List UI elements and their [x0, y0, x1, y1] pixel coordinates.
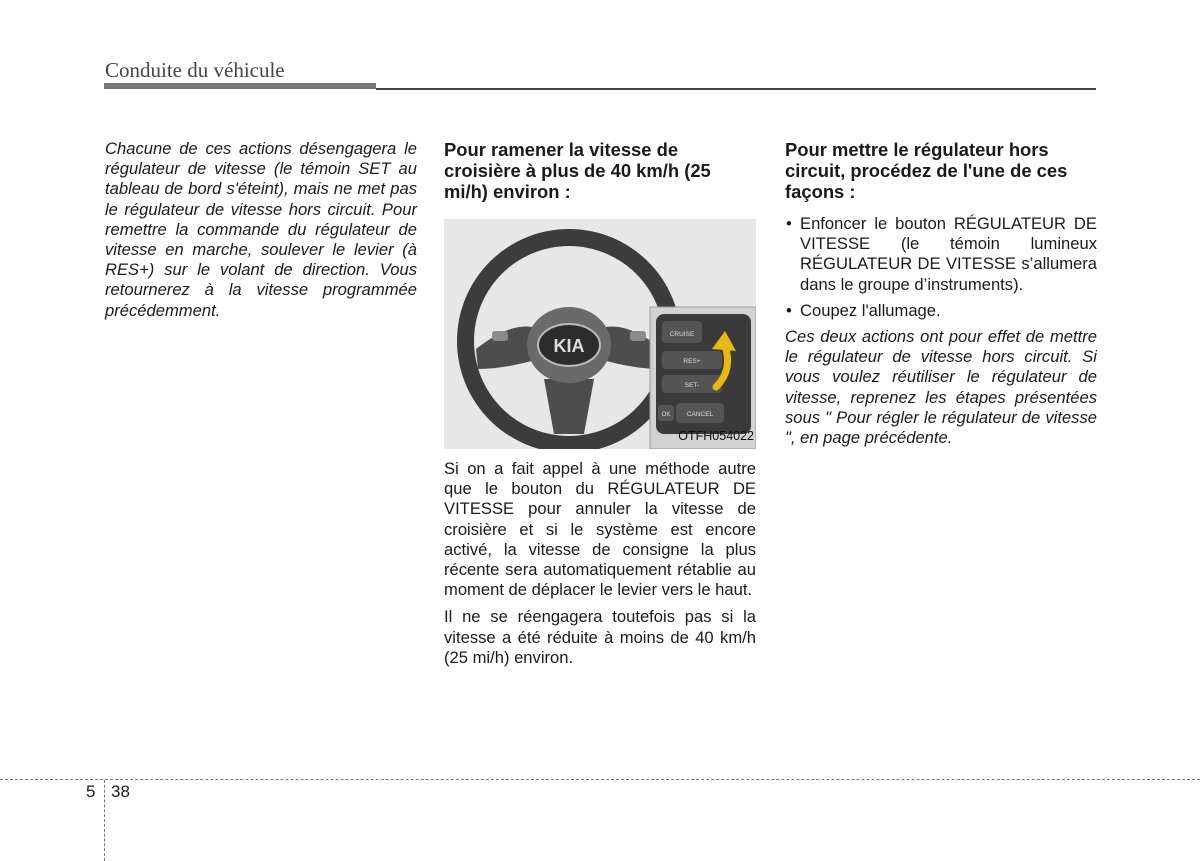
set-button-label: SET- — [684, 382, 700, 389]
list-item-text: Coupez l'allumage. — [800, 300, 941, 320]
section-heading: Pour ramener la vitesse de croisière à plus de 40 km/h (25 mi/h) environ : — [444, 139, 711, 202]
spoke-button-icon — [630, 331, 646, 341]
ok-button-label: OK — [661, 412, 671, 418]
kia-logo-text: KIA — [553, 336, 585, 356]
page-number: 38 — [111, 782, 130, 801]
spoke-button-icon — [492, 331, 508, 341]
bullet-list — [785, 214, 1097, 321]
bullet-icon: • — [786, 300, 792, 320]
cancel-button-label: CANCEL — [686, 411, 714, 418]
footer-divider — [0, 779, 1200, 780]
res-button-label: RES+ — [683, 358, 701, 365]
header-rule-thick — [104, 83, 376, 89]
steering-wheel-figure — [444, 219, 756, 449]
column-right — [785, 139, 1097, 448]
italic-paragraph: Chacune de ces actions désengagera le régulateur de vitesse (le témoin SET au tableau de bord s'éteint), mais ne met pas le régulateur de vitesse hors circuit. Pour remettre la commande du régulateur de vitesse en marche, soulever le levier (à RES+) sur le volant de direction. Vous retournerez à la vitesse programmée précédemment. — [105, 139, 417, 320]
header-rule-thin — [376, 88, 1096, 90]
body-paragraph: Il ne se réengagera toutefois pas si la vitesse a été réduite à moins de 40 km/h (25 mi/h) environ. — [444, 607, 756, 667]
list-item — [785, 214, 1097, 295]
footer-vertical-divider — [104, 780, 105, 861]
italic-note: Ces deux actions ont pour effet de mettre le régulateur de vitesse hors circuit. Si vous voulez réutiliser le régulateur de vitesse, reprenez les étapes présentées sous " Pour régler le régulateur de vitesse ", en page précédente. — [785, 327, 1097, 448]
body-paragraph: Si on a fait appel à une méthode autre que le bouton du RÉGULATEUR DE VITESSE pour annuler la vitesse de croisière et si le système est encore activé, la vitesse de consigne la plus récente sera automatiquement rétablie au moment de déplacer le levier vers le haut. — [444, 459, 756, 600]
cruise-button-label: CRUISE — [669, 331, 695, 338]
bullet-icon: • — [786, 214, 792, 233]
page-header-title: Conduite du véhicule — [105, 58, 285, 82]
figure-code: OTFH054022 — [678, 428, 754, 443]
chapter-number: 5 — [86, 782, 96, 801]
list-item — [785, 301, 1097, 321]
column-left — [105, 139, 417, 321]
section-heading: Pour mettre le régulateur hors circuit, procédez de l'une de ces façons : — [785, 139, 1068, 202]
list-item-text: Enfoncer le bouton RÉGULATEUR DE VITESSE (le témoin lumineux RÉGULATEUR DE VITESSE s’allumera dans le groupe d’instruments). — [800, 214, 1097, 294]
steering-wheel-illustration — [444, 219, 756, 449]
column-middle — [444, 139, 756, 668]
